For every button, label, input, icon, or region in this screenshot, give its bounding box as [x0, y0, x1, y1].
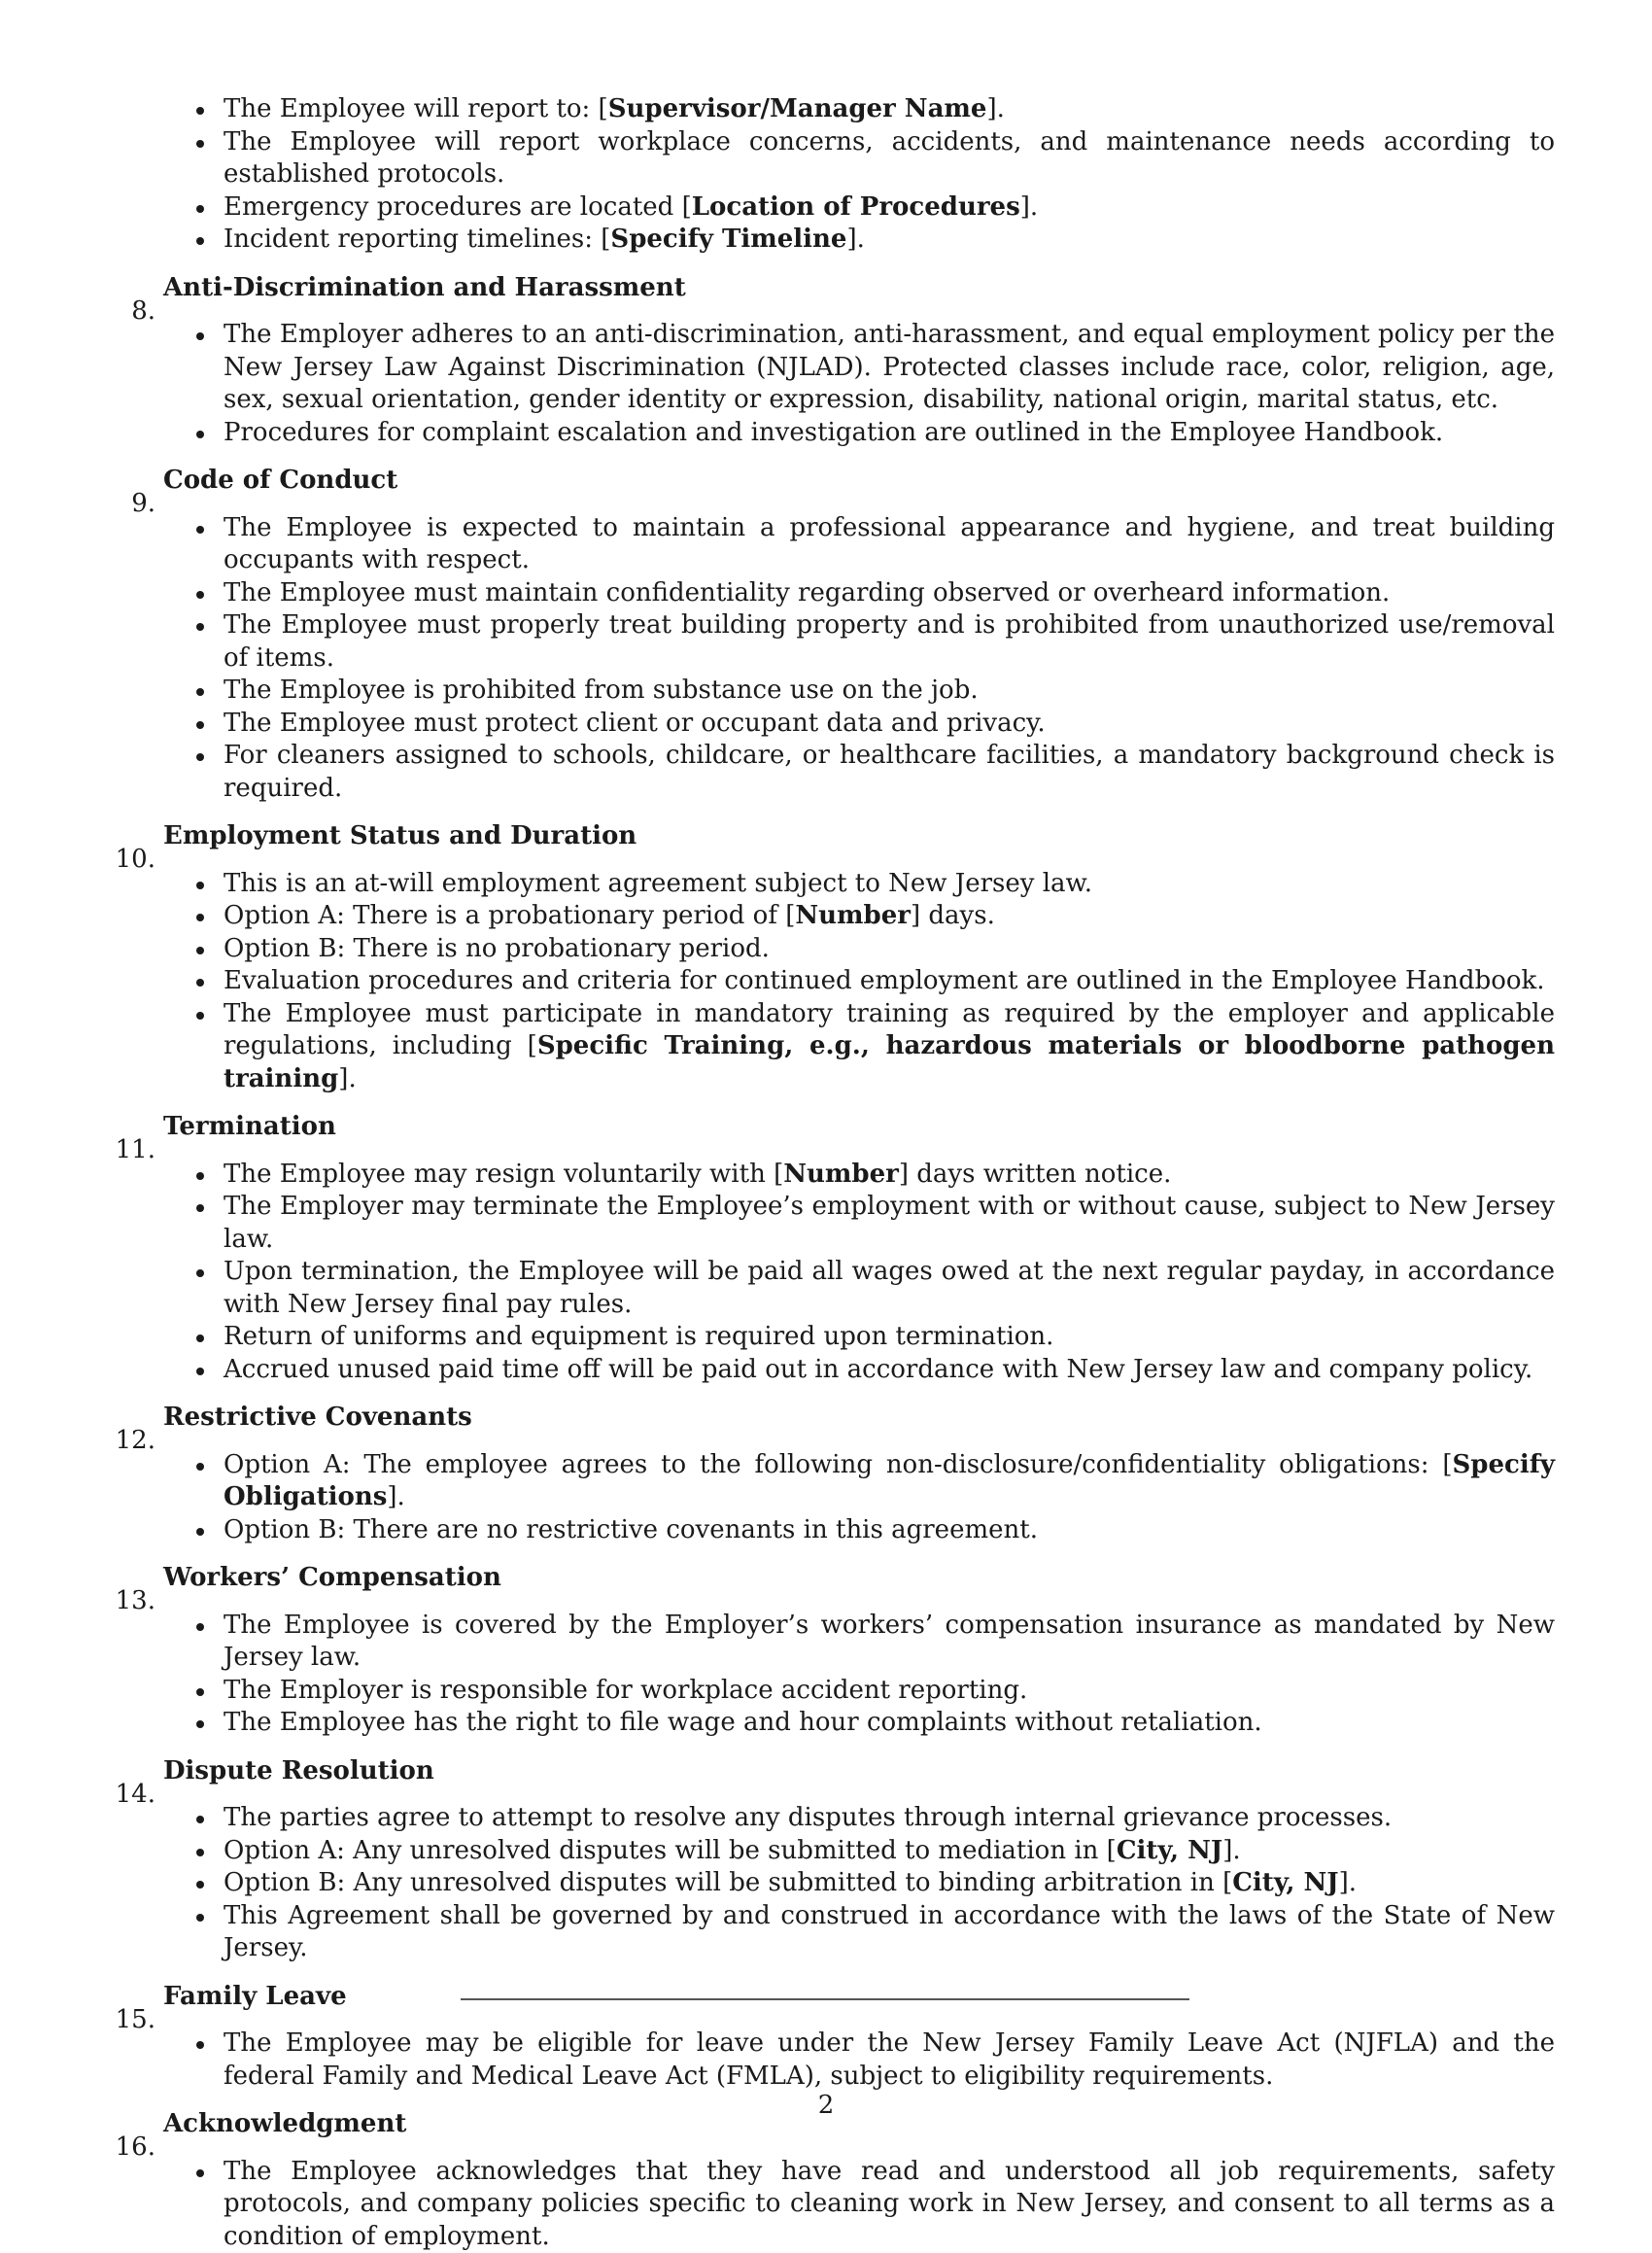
- bullet-text: Evaluation procedures and criteria for continued employment are outlined in the Employee Handbook.: [224, 966, 1545, 995]
- list-item: [224, 2156, 1555, 2253]
- bullet-text: The Employee must properly treat building property and is prohibited from unauthorized use/removal of items.: [224, 610, 1555, 673]
- section-number: 14.: [116, 1779, 155, 1812]
- bullet-list: [163, 868, 1555, 1096]
- list-item: [224, 2028, 1555, 2093]
- bullet-text: ] days written notice.: [899, 1160, 1172, 1189]
- bullet-text: The Employee may be eligible for leave under the New Jersey Family Leave Act (NJFLA) and the federal Family and Medical Leave Act (FMLA), subject to eligibility requirements.: [224, 2028, 1555, 2091]
- bullet-text: The Employee will report workplace concerns, accidents, and maintenance needs according to established protocols.: [224, 127, 1555, 190]
- list-item: [224, 224, 1555, 257]
- placeholder-field: City, NJ: [1232, 1868, 1338, 1897]
- bullet-text: This Agreement shall be governed by and construed in accordance with the laws of the State of New Jersey.: [224, 1901, 1555, 1963]
- placeholder-field: Location of Procedures: [692, 192, 1020, 222]
- bullet-list: [163, 1802, 1555, 1965]
- list-item: [224, 512, 1555, 577]
- list-item: [224, 319, 1555, 417]
- bullet-text: Option B: Any unresolved disputes will be submitted to binding arbitration in [: [224, 1868, 1232, 1897]
- section: [163, 1111, 1555, 1386]
- section-title: Employment Status and Duration: [163, 820, 637, 853]
- placeholder-field: City, NJ: [1117, 1836, 1222, 1865]
- section-title: Code of Conduct: [163, 465, 397, 498]
- bullet-text: ].: [986, 94, 1004, 123]
- section: [163, 1981, 1555, 2094]
- bullet-list: [163, 1159, 1555, 1387]
- section: [163, 465, 1555, 805]
- list-item: [224, 708, 1555, 741]
- section-number: 12.: [116, 1425, 155, 1458]
- bullet-text: This is an at-will employment agreement subject to New Jersey law.: [224, 869, 1092, 898]
- section: [163, 1402, 1555, 1546]
- section: [163, 2108, 1555, 2253]
- list-item: [224, 1514, 1555, 1547]
- bullet-text: Option B: There is no probationary period.: [224, 934, 770, 963]
- bullet-list: [163, 319, 1555, 449]
- bullet-text: Return of uniforms and equipment is required upon termination.: [224, 1322, 1053, 1351]
- list-item: [224, 900, 1555, 933]
- section-heading: [163, 1402, 1555, 1435]
- placeholder-field: Number: [795, 901, 911, 930]
- list-item: [224, 1675, 1555, 1708]
- section-number: 16.: [116, 2132, 155, 2165]
- list-item: [224, 1191, 1555, 1256]
- list-item: [224, 126, 1555, 191]
- bullet-list: [163, 2156, 1555, 2253]
- list-item: [224, 1610, 1555, 1675]
- bullet-text: The Employee is covered by the Employer’s workers’ compensation insurance as mandated by New Jersey law.: [224, 1611, 1555, 1673]
- list-item: [224, 1802, 1555, 1835]
- section-heading: [163, 1111, 1555, 1144]
- bullet-text: The Employee must maintain confidentiality regarding observed or overheard information.: [224, 578, 1390, 607]
- placeholder-field: Specific Training, e.g., hazardous materials or bloodborne pathogen training: [224, 1031, 1555, 1093]
- bullet-text: The Employee must protect client or occupant data and privacy.: [224, 709, 1046, 738]
- section-title: Workers’ Compensation: [163, 1562, 501, 1595]
- bullet-text: Option B: There are no restrictive covenants in this agreement.: [224, 1515, 1038, 1544]
- placeholder-field: Supervisor/Manager Name: [608, 94, 987, 123]
- bullet-text: The Employer is responsible for workplace accident reporting.: [224, 1676, 1027, 1705]
- list-item: [224, 1159, 1555, 1192]
- bullet-text: Emergency procedures are located [: [224, 192, 692, 222]
- list-item: [224, 1321, 1555, 1354]
- list-item: [224, 93, 1555, 126]
- section-number: 13.: [116, 1585, 155, 1618]
- bullet-text: ].: [1339, 1868, 1357, 1897]
- section-number: 15.: [116, 2004, 155, 2037]
- section-title: Acknowledgment: [163, 2108, 406, 2141]
- document-body: [163, 93, 1555, 2253]
- bullet-text: The Employee has the right to file wage and hour complaints without retaliation.: [224, 1708, 1262, 1737]
- section-number: 10.: [116, 844, 155, 877]
- bullet-text: The Employer adheres to an anti-discrimination, anti-harassment, and equal employment policy per the New Jersey Law Against Discrimination (NJLAD). Protected classes include race, color, religion, age, sex, sexual orientation, gender identity or expression, disability, national origin, marital status, etc.: [224, 320, 1555, 414]
- list-item: [224, 1256, 1555, 1321]
- section-heading: [163, 272, 1555, 305]
- list-item: [224, 1354, 1555, 1387]
- continued-bullet-list: [163, 93, 1555, 257]
- bullet-text: Option A: The employee agrees to the following non-disclosure/confidentiality obligations: [: [224, 1450, 1453, 1479]
- bullet-text: Incident reporting timelines: [: [224, 225, 610, 254]
- section: [163, 1755, 1555, 1965]
- section-title: Restrictive Covenants: [163, 1402, 472, 1435]
- list-item: [224, 675, 1555, 708]
- bullet-text: ].: [338, 1064, 356, 1093]
- list-item: [224, 933, 1555, 966]
- section-number: 11.: [116, 1134, 155, 1167]
- section-heading: [163, 1981, 1555, 2014]
- page-number: 2: [0, 2090, 1652, 2122]
- section-title: Dispute Resolution: [163, 1755, 434, 1788]
- sections-list: [163, 272, 1555, 2253]
- section-title: Family Leave: [163, 1981, 347, 2014]
- list-item: [224, 965, 1555, 998]
- bullet-list: [163, 1449, 1555, 1547]
- list-item: [224, 740, 1555, 805]
- section: [163, 820, 1555, 1095]
- bullet-text: The Employee will report to: [: [224, 94, 608, 123]
- section: [163, 1562, 1555, 1740]
- section-heading: [163, 465, 1555, 498]
- section-number: 9.: [131, 488, 155, 521]
- list-item: [224, 609, 1555, 675]
- bullet-text: The Employer may terminate the Employee’s employment with or without cause, subject to New Jersey law.: [224, 1192, 1555, 1254]
- section-title: Termination: [163, 1111, 336, 1144]
- bullet-text: Accrued unused paid time off will be paid out in accordance with New Jersey law and company policy.: [224, 1355, 1532, 1384]
- bullet-text: ].: [846, 225, 864, 254]
- bullet-text: ].: [1222, 1836, 1240, 1865]
- list-item: [224, 1449, 1555, 1514]
- section-number: 8.: [131, 295, 155, 329]
- list-item: [224, 1835, 1555, 1868]
- bullet-text: The Employee may resign voluntarily with [: [224, 1160, 783, 1189]
- bullet-text: The Employee is expected to maintain a professional appearance and hygiene, and treat building occupants with respect.: [224, 513, 1555, 575]
- bullet-text: The Employee is prohibited from substance use on the job.: [224, 676, 979, 705]
- placeholder-field: Specify Timeline: [610, 225, 846, 254]
- list-item: [224, 191, 1555, 225]
- bullet-list: [163, 512, 1555, 806]
- bullet-list: [163, 1610, 1555, 1740]
- bullet-text: The parties agree to attempt to resolve any disputes through internal grievance processes.: [224, 1803, 1392, 1832]
- section-title: Anti-Discrimination and Harassment: [163, 272, 686, 305]
- list-item: [224, 1707, 1555, 1740]
- section-heading: [163, 1755, 1555, 1788]
- list-item: [224, 417, 1555, 450]
- placeholder-field: Specify Obligations: [224, 1450, 1555, 1512]
- bullet-text: Procedures for complaint escalation and investigation are outlined in the Employee Handbook.: [224, 418, 1443, 447]
- section: [163, 272, 1555, 450]
- footer-rule: [461, 1998, 1189, 2000]
- list-item: [224, 1867, 1555, 1900]
- bullet-text: Upon termination, the Employee will be paid all wages owed at the next regular payday, in accordance with New Jersey final pay rules.: [224, 1257, 1555, 1319]
- list-item: [224, 577, 1555, 610]
- bullet-list: [163, 2028, 1555, 2093]
- placeholder-field: Number: [783, 1160, 899, 1189]
- bullet-text: For cleaners assigned to schools, childcare, or healthcare facilities, a mandatory background check is required.: [224, 741, 1555, 803]
- bullet-text: The Employee acknowledges that they have read and understood all job requirements, safety protocols, and company policies specific to cleaning work in New Jersey, and consent to all terms as a condition of employment.: [224, 2157, 1555, 2251]
- bullet-text: ].: [1020, 192, 1038, 222]
- bullet-text: Option A: There is a probationary period of [: [224, 901, 795, 930]
- section-heading: [163, 820, 1555, 853]
- bullet-text: Option A: Any unresolved disputes will be submitted to mediation in [: [224, 1836, 1117, 1865]
- section-heading: [163, 1562, 1555, 1595]
- list-item: [224, 998, 1555, 1096]
- bullet-text: ].: [387, 1482, 404, 1511]
- list-item: [224, 868, 1555, 901]
- bullet-text: The Employee must participate in mandatory training as required by the employer and applicable regulations, including [: [224, 999, 1555, 1061]
- list-item: [224, 1900, 1555, 1965]
- bullet-text: ] days.: [911, 901, 995, 930]
